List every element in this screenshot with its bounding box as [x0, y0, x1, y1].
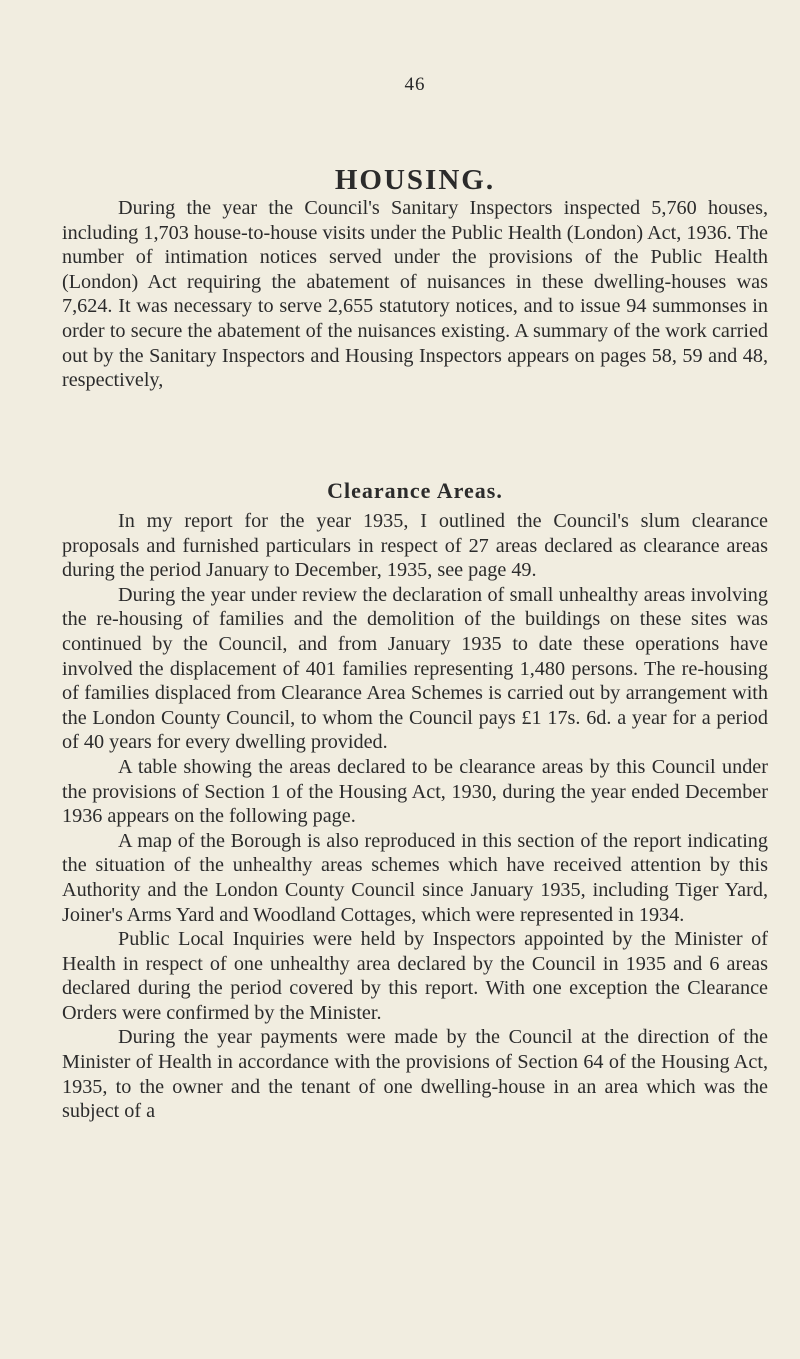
page-number: 46	[404, 74, 426, 95]
paragraph: A table showing the areas declared to be clearance areas by this Council under the provisions of Section 1 of the Housing Act, 1930, during the year ended December 1936 appears on the following page.	[62, 755, 768, 828]
section-heading: Clearance Areas.	[327, 478, 503, 503]
intro-paragraph: During the year the Council's Sanitary Inspectors inspected 5,760 houses, including 1,703 house-to-house visits under the Public Health (London) Act, 1936. The number of intimation notices served under the provisions of the Public Health (London) Act requiring the abatement of nuisances in these dwelling-houses was 7,624. It was necessary to serve 2,655 statutory notices, and to issue 94 summonses in order to secure the abatement of the nuisances existing. A summary of the work carried out by the Sanitary Inspectors and Housing Inspectors appears on pages 58, 59 and 48, respectively,	[62, 197, 768, 392]
paragraph: Public Local Inquiries were held by Inspectors appointed by the Minister of Health in respect of one unhealthy area declared by the Council in 1935 and 6 areas declared during the period covered by this report. With one exception the Clearance Orders were confirmed by the Minister.	[62, 928, 768, 1024]
page-title: HOUSING.	[334, 164, 496, 196]
paragraph: A map of the Borough is also reproduced in this section of the report indicating the situation of the unhealthy areas schemes which have received attention by this Authority and the London County Council since January 1935, including Tiger Yard, Joiner's Arms Yard and Woodland Cottages, which were represented in 1934.	[62, 829, 768, 926]
intro-section	[62, 196, 768, 393]
clearance-areas-section	[62, 509, 768, 1124]
paragraph: During the year payments were made by the Council at the direction of the Minister of Health in accordance with the provisions of Section 64 of the Housing Act, 1935, to the owner and the tenant of one dwelling-house in an area which was the subject of a	[62, 1026, 768, 1123]
paragraph: In my report for the year 1935, I outlined the Council's slum clearance proposals and furnished particulars in respect of 27 areas declared as clearance areas during the period January to December, 1935, see page 49.	[62, 510, 768, 582]
paragraph: During the year under review the declaration of small unhealthy areas involving the re-housing of families and the demolition of the buildings on these sites was continued by the Council, and from January 1935 to date these operations have involved the displacement of 401 families representing 1,480 persons. The re-housing of families displaced from Clearance Area Schemes is carried out by arrangement with the London County Council, to whom the Council pays £1 17s. 6d. a year for a period of 40 years for every dwelling provided.	[62, 583, 768, 754]
